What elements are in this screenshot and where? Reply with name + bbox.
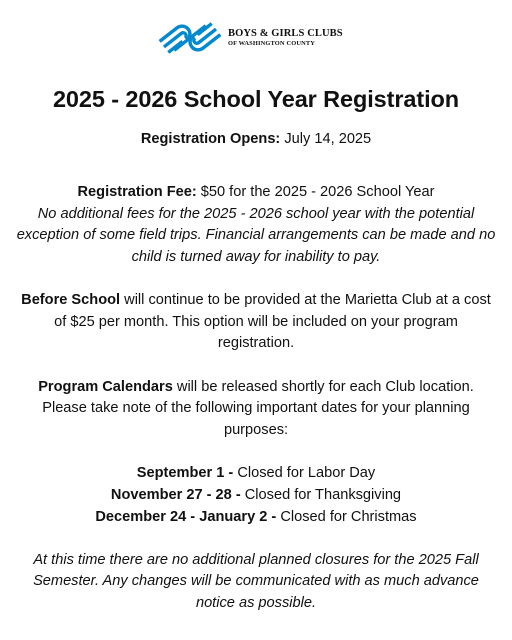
registration-fee-value: $50 for the 2025 - 2026 School Year (196, 184, 435, 201)
page-title: 2025 - 2026 School Year Registration (52, 86, 460, 112)
logo-name: BOYS & GIRLS CLUBS (228, 28, 343, 39)
registration-opens-line (14, 129, 498, 151)
program-calendars-paragraph (14, 377, 498, 442)
club-logo (156, 16, 366, 62)
registration-fee-note: No additional fees for the 2025 - 2026 school year with the potential exception of some field trips. Financial arrangements can be made and no child is turned away for inability to pay. (16, 205, 496, 265)
closure-event: Closed for Christmas (276, 508, 417, 525)
before-school-text: will continue to be provided at the Marietta Club at a cost of $25 per month. This option will be included on your program registration. (54, 292, 491, 352)
closure-date: December 24 - January 2 - (95, 508, 277, 525)
flyer-content (14, 129, 498, 614)
closure-date-item (14, 463, 498, 485)
closure-date-item (14, 507, 498, 529)
closure-event: Closed for Labor Day (233, 465, 376, 482)
closure-event: Closed for Thanksgiving (240, 486, 402, 503)
before-school-paragraph (14, 290, 498, 355)
registration-opens-label: Registration Opens: (140, 131, 281, 147)
closure-date: November 27 - 28 - (110, 486, 241, 503)
logo-wordmark (228, 28, 343, 48)
registration-fee-label: Registration Fee: (77, 184, 197, 201)
closure-date-item (14, 485, 498, 507)
logo-subtitle: OF WASHINGTON COUNTY (228, 40, 316, 47)
registration-fee-line (14, 182, 498, 204)
closure-date: September 1 - (136, 465, 234, 482)
before-school-label: Before School (21, 292, 121, 309)
closing-note: At this time there are no additional planned closures for the 2025 Fall Semester. Any changes will be communicated with as much advance notice as possible. (33, 551, 479, 611)
registration-opens-value: July 14, 2025 (280, 131, 372, 147)
program-calendars-label: Program Calendars (38, 378, 173, 395)
program-calendars-text: will be released shortly for each Club location. Please take note of the following important dates for your planning purposes: (42, 378, 474, 438)
boys-girls-clubs-hands-icon (156, 16, 224, 60)
